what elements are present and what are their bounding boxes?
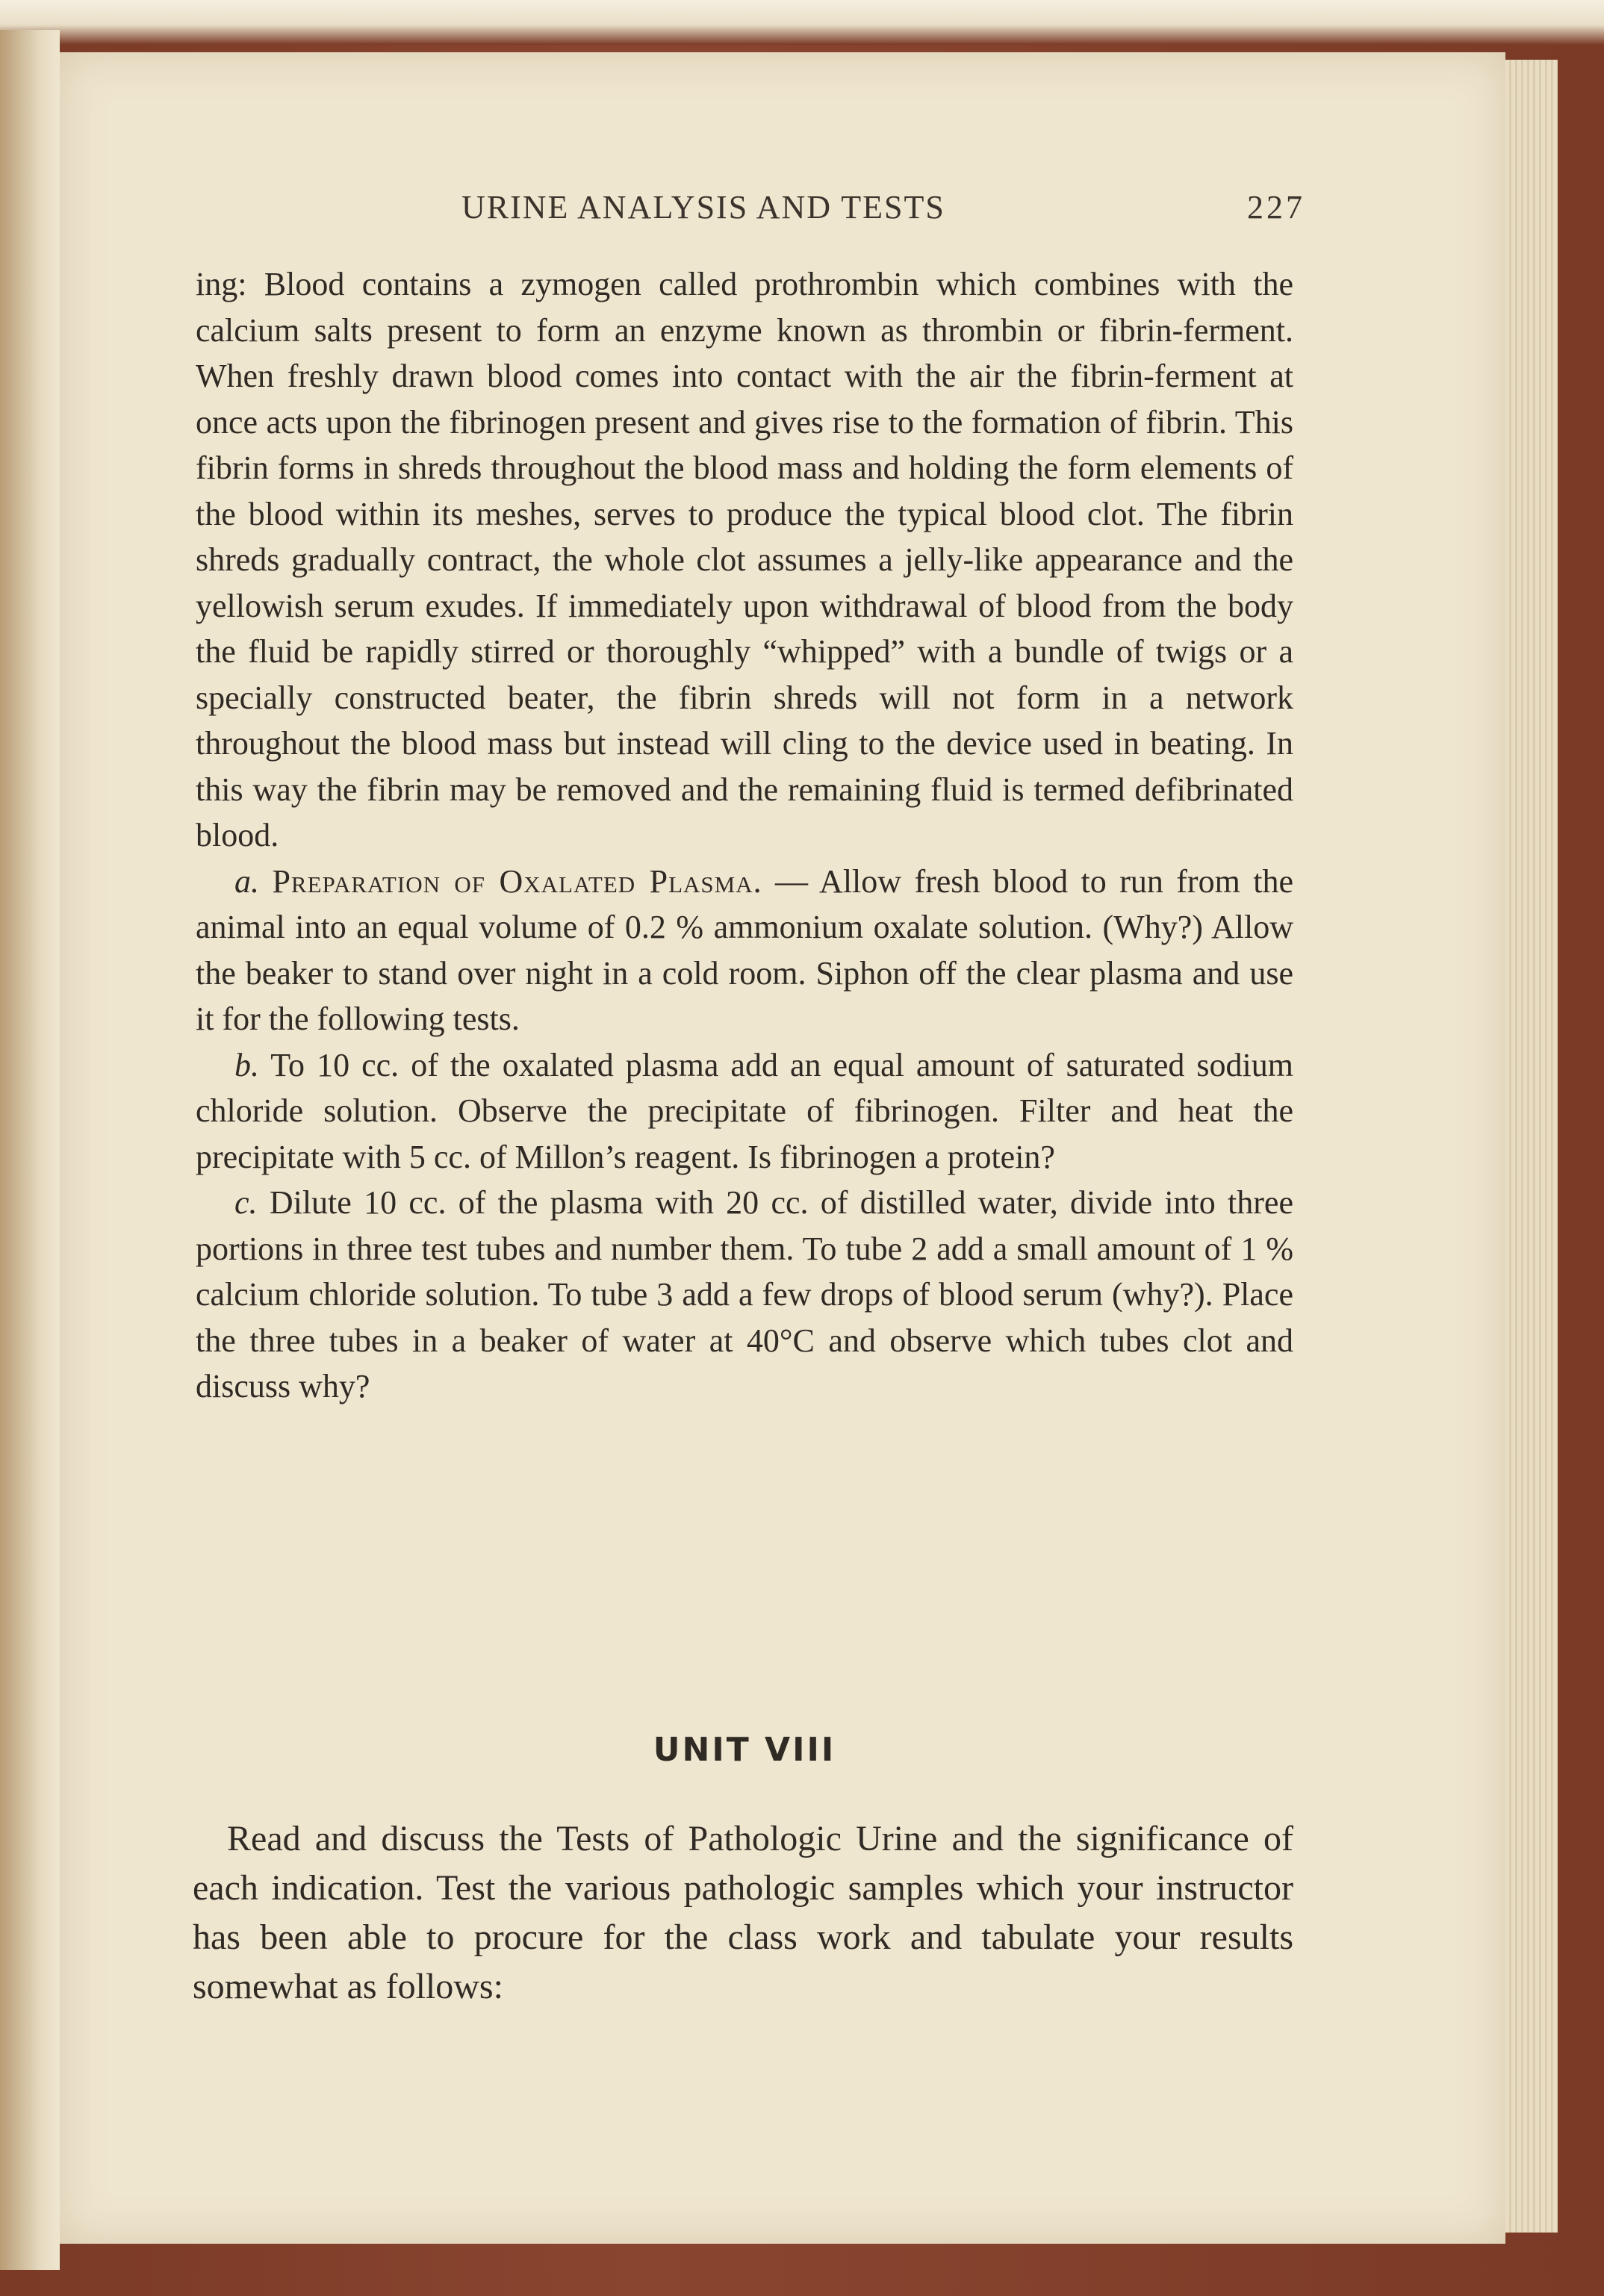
paragraph-a-text: — Allow fresh blood to run from the animal into an equal volume of 0.2 % ammonium oxalate solution. (Why?) Allow the beaker to stand over night in a cold room. Siphon off the clear plasma and use it for the following tests.: [196, 862, 1293, 1037]
running-head: [193, 188, 1305, 233]
page-edges: [1505, 60, 1558, 2233]
unit-paragraph: Read and discuss the Tests of Pathologic Urine and the significance of each indication. Test the various pathologic samples which your instructor has been able to procure for the class work and tabulate your results somewhat as follows:: [193, 1819, 1293, 2006]
intro-paragraph: ing: Blood contains a zymogen called prothrombin which combines with the calcium salts present to form an enzyme known as thrombin or fibrin-ferment. When freshly drawn blood comes into contact with the air the fibrin-ferment at once acts upon the fibrinogen present and gives rise to the formation of fibrin. This fibrin forms in shreds throughout the blood mass and holding the form elements of the blood within its meshes, serves to produce the typical blood clot. The fibrin shreds gradually contract, the whole clot assumes a jelly-like appearance and the yellowish serum exudes. If immediately upon withdrawal of blood from the body the fluid be rapidly stirred or thoroughly “whipped” with a bundle of twigs or a specially constructed beater, the fibrin shreds will not form in a network throughout the blood mass but instead will cling to the device used in beating. In this way the fibrin may be removed and the remaining fluid is termed defibrinated blood.: [196, 266, 1293, 853]
paragraph-a: [196, 859, 1293, 1042]
paragraph-c: [196, 1180, 1293, 1410]
paragraph-c-text: Dilute 10 cc. of the plasma with 20 cc. of distilled water, divide into three portions in three test tubes and number them. To tube 2 add a small amount of 1 % calcium chloride solution. To tube 3 add a few drops of blood serum (why?). Place the three tubes in a beaker of water at 40°C and observe which tubes clot and discuss why?: [196, 1184, 1293, 1404]
paragraph-a-heading: Preparation of Oxalated Plasma.: [272, 862, 762, 900]
running-head-title: URINE ANALYSIS AND TESTS: [461, 189, 945, 225]
paragraph-a-label: a.: [234, 862, 259, 900]
unit-heading: UNIT VIII: [653, 1731, 836, 1769]
paragraph-b-label: b.: [234, 1046, 259, 1083]
paragraph-b: [196, 1042, 1293, 1180]
page-number: 227: [1247, 189, 1305, 225]
paragraph-b-text: To 10 cc. of the oxalated plasma add an equal amount of saturated sodium chloride solution. Observe the precipitate of fibrinogen. Filter and heat the precipitate with 5 cc. of Millon’s reagent. Is fibrinogen a protein?: [196, 1046, 1293, 1175]
gutter-shadow: [0, 30, 60, 2270]
paragraph-c-label: c.: [234, 1184, 258, 1221]
binding-top: [0, 0, 1604, 45]
unit-text: [193, 1814, 1293, 2012]
body-text: [196, 261, 1293, 1410]
